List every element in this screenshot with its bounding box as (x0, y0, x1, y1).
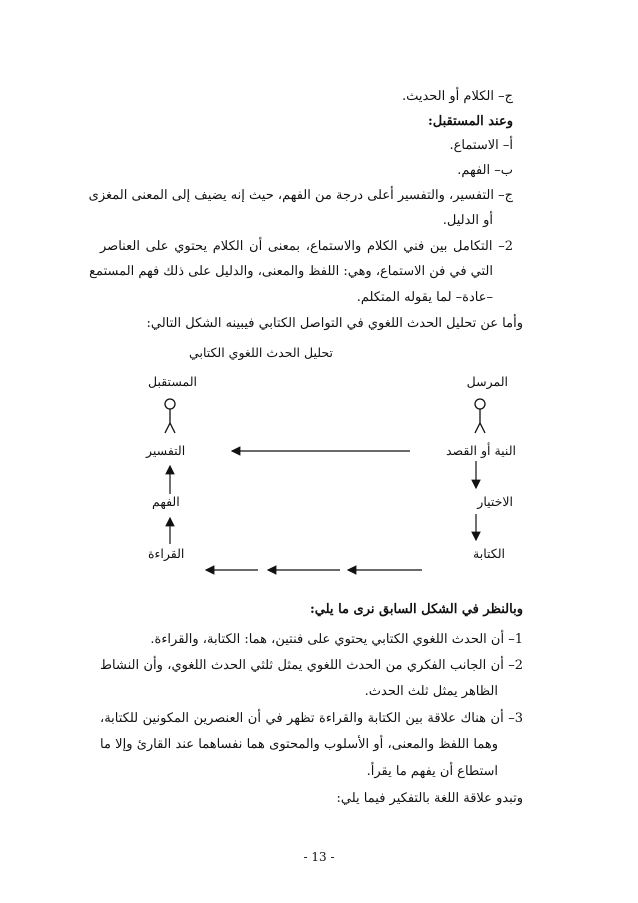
interpretation-label: التفسير (146, 443, 186, 458)
understanding-label: الفهم (152, 494, 180, 509)
list-item: 1– أن الحدث اللغوي الكتابي يحتوي على فنتين، هما: الكتابة، والقراءة. (150, 632, 523, 647)
text-line: وأما عن تحليل الحدث اللغوي في التواصل الكتابي فيبينه الشكل التالي: (146, 316, 523, 331)
text-line: ب– الفهم. (457, 163, 513, 178)
text-line: التي في فن الاستماع، وهي: اللفظ والمعنى، والدليل على ذلك فهم المستمع (89, 264, 493, 279)
text-line: الظاهر يمثل ثلث الحدث. (364, 684, 498, 699)
text-line: 2– التكامل بين فني الكلام والاستماع، بمعنى أن الكلام يحتوي على العناصر (100, 239, 513, 254)
text-line: استطاع أن يفهم ما يقرأ. (366, 764, 498, 779)
text-line: أو الدليل. (442, 213, 493, 228)
text-line: أ– الاستماع. (449, 138, 513, 153)
text-line: –عادة– لما يقوله المتكلم. (356, 290, 493, 305)
intent-label: النية أو القصد (446, 443, 516, 458)
text-line: ج– الكلام أو الحديث. (401, 89, 513, 104)
receiver-figure-icon (165, 399, 175, 433)
list-item: 3– أن هناك علاقة بين الكتابة والقراءة تظهر في أن العنصرين المكونين للكتابة، (100, 711, 523, 726)
section-heading: وبالنظر في الشكل السابق نرى ما يلي: (309, 602, 523, 617)
receiver-label: المستقبل (148, 374, 197, 389)
section-heading: وعند المستقبل: (427, 114, 513, 129)
text-line: وتبدو علاقة اللغة بالتفكير فيما يلي: (336, 791, 523, 806)
sender-figure-icon (475, 399, 485, 433)
choice-label: الاختيار (477, 494, 513, 509)
list-item: 2– أن الجانب الفكري من الحدث اللغوي يمثل ثلثي الحدث اللغوي، وأن النشاط (100, 658, 523, 673)
page-number: - 13 - (303, 850, 335, 864)
diagram-title: تحليل الحدث اللغوي الكتابي (189, 345, 333, 360)
text-line: وهما اللفظ والمعنى، أو الأسلوب والمحتوى هما نفساهما عند القارئ وإلا ما (100, 737, 498, 752)
sender-label: المرسل (466, 374, 508, 389)
text-line: ج– التفسير، والتفسير أعلى درجة من الفهم، حيث إنه يضيف إلى المعنى المغزى (88, 188, 513, 203)
writing-label: الكتابة (473, 546, 505, 561)
reading-label: القراءة (148, 546, 185, 561)
